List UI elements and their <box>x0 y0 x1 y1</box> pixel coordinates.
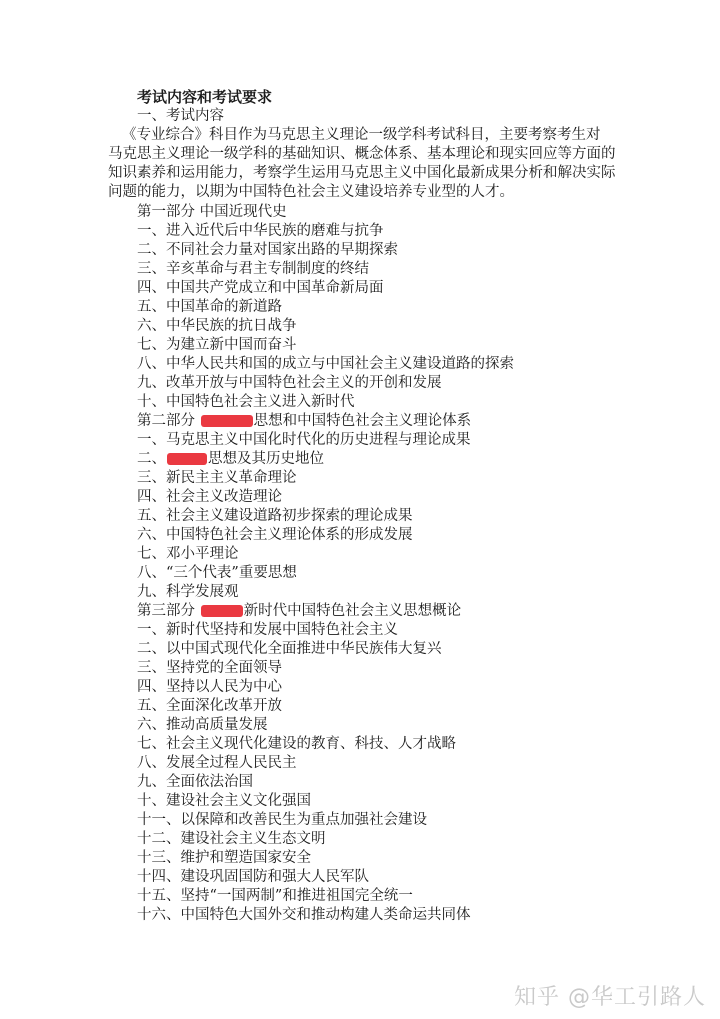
list-item-prefix: 二、 <box>137 451 166 467</box>
list-item: 四、中国共产党成立和中国革命新局面 <box>137 280 384 296</box>
list-item: 三、辛亥革命与君主专制制度的终结 <box>137 261 369 277</box>
intro-line: 《专业综合》科目作为马克思主义理论一级学科考试科目，主要考察考生对 <box>122 127 601 143</box>
list-item: 七、为建立新中国而奋斗 <box>137 337 297 353</box>
list-item: 十三、维护和塑造国家安全 <box>137 850 311 866</box>
list-item: 四、坚持以人民为中心 <box>137 679 282 695</box>
list-item: 四、社会主义改造理论 <box>137 489 282 505</box>
list-item-suffix: 思想及其历史地位 <box>208 451 324 467</box>
list-item: 六、中华民族的抗日战争 <box>137 318 297 334</box>
list-item: 十、中国特色社会主义进入新时代 <box>137 394 355 410</box>
list-item: 九、改革开放与中国特色社会主义的开创和发展 <box>137 375 442 391</box>
list-item: 三、新民主主义革命理论 <box>137 470 297 486</box>
intro-line: 知识素养和运用能力，考察学生运用马克思主义中国化最新成果分析和解决实际 <box>108 165 616 181</box>
list-item: 一、新时代坚持和发展中国特色社会主义 <box>137 622 398 638</box>
list-item: 二、不同社会力量对国家出路的早期探索 <box>137 242 398 258</box>
part2-heading-suffix: 思想和中国特色社会主义理论体系 <box>253 413 472 429</box>
list-item: 一、马克思主义中国化时代化的历史进程与理论成果 <box>137 432 471 448</box>
section-heading: 一、考试内容 <box>137 108 224 124</box>
list-item: 十一、以保障和改善民生为重点加强社会建设 <box>137 812 427 828</box>
list-item: 十五、坚持“一国两制”和推进祖国完全统一 <box>137 888 413 904</box>
list-item: 一、进入近代后中华民族的磨难与抗争 <box>137 223 384 239</box>
part3-heading-prefix: 第三部分 <box>137 603 200 619</box>
list-item: 十、建设社会主义文化强国 <box>137 793 311 809</box>
list-item: 六、中国特色社会主义理论体系的形成发展 <box>137 527 413 543</box>
list-item: 五、全面深化改革开放 <box>137 698 282 714</box>
list-item: 九、科学发展观 <box>137 584 239 600</box>
list-item: 八、“三个代表”重要思想 <box>137 565 297 581</box>
part3-heading <box>137 602 461 620</box>
list-item: 八、中华人民共和国的成立与中国社会主义建设道路的探索 <box>137 356 514 372</box>
intro-line: 马克思主义理论一级学科的基础知识、概念体系、基本理论和现实回应等方面的 <box>108 146 616 162</box>
part1-heading: 第一部分 中国近现代史 <box>137 204 287 220</box>
list-item: 八、发展全过程人民民主 <box>137 755 297 771</box>
part2-heading-prefix: 第二部分 <box>137 413 200 429</box>
list-item: 七、社会主义现代化建设的教育、科技、人才战略 <box>137 736 456 752</box>
intro-line: 问题的能力，以期为中国特色社会主义建设培养专业型的人才。 <box>108 184 514 200</box>
document-title: 考试内容和考试要求 <box>137 88 273 106</box>
redaction-mark <box>167 453 207 465</box>
list-item: 七、邓小平理论 <box>137 546 239 562</box>
list-item: 十四、建设巩固国防和强大人民军队 <box>137 869 369 885</box>
list-item: 六、推动高质量发展 <box>137 717 268 733</box>
zhihu-watermark: 知乎 @华工引路人 <box>514 985 706 1010</box>
list-item: 五、中国革命的新道路 <box>137 299 282 315</box>
list-item <box>137 450 324 468</box>
list-item: 三、坚持党的全面领导 <box>137 660 282 676</box>
list-item: 五、社会主义建设道路初步探索的理论成果 <box>137 508 413 524</box>
list-item: 九、全面依法治国 <box>137 774 253 790</box>
redaction-mark <box>201 605 243 617</box>
part3-heading-suffix: 新时代中国特色社会主义思想概论 <box>243 603 462 619</box>
redaction-mark <box>201 415 253 427</box>
list-item: 十二、建设社会主义生态文明 <box>137 831 326 847</box>
part2-heading <box>137 412 471 430</box>
list-item: 二、以中国式现代化全面推进中华民族伟大复兴 <box>137 641 442 657</box>
list-item: 十六、中国特色大国外交和推动构建人类命运共同体 <box>137 907 471 923</box>
